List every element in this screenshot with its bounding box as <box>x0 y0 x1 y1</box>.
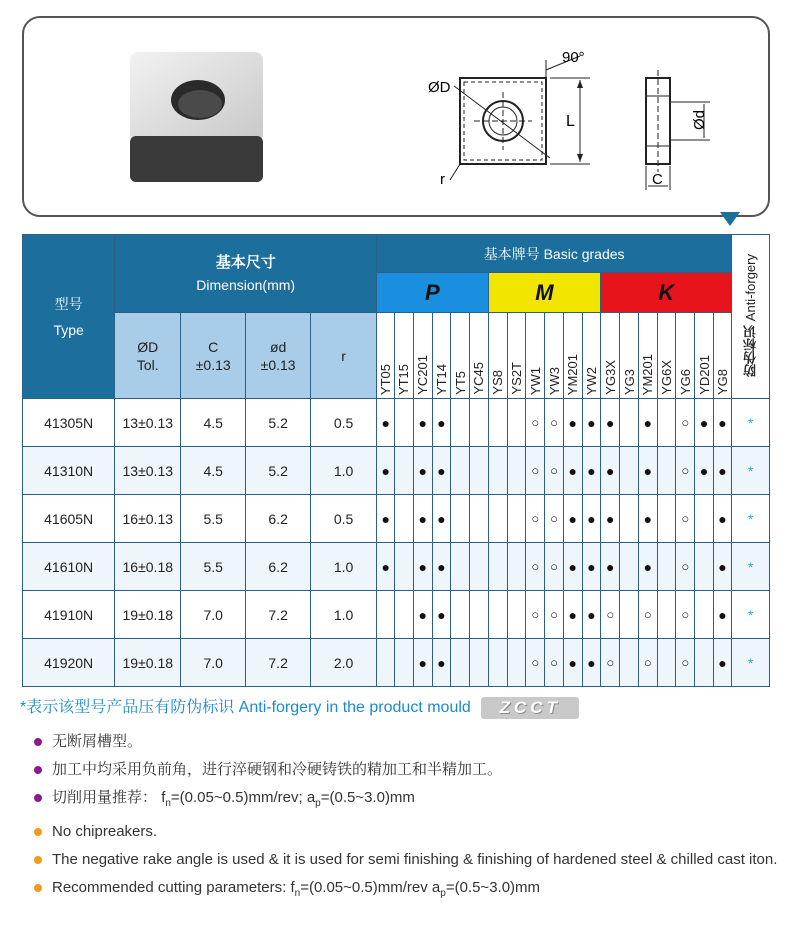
grade-label: YG3X <box>602 360 618 395</box>
table-row <box>23 495 770 543</box>
radius-cell: 1.0 <box>311 447 377 495</box>
note-item <box>34 874 779 908</box>
grade-mark: ● <box>695 447 713 495</box>
grade-mark <box>657 639 675 687</box>
grade-mark: ○ <box>545 543 563 591</box>
grade-header-4 <box>451 313 470 399</box>
grade-mark: ● <box>377 495 395 543</box>
grade-mark: ● <box>413 495 432 543</box>
grade-mark: ● <box>601 543 620 591</box>
grade-label: YC201 <box>415 355 431 395</box>
grade-mark: ● <box>582 447 600 495</box>
footnote-text: *表示该型号产品压有防伪标识 Anti-forgery in the product mould <box>20 699 471 716</box>
grade-mark <box>395 399 413 447</box>
grade-mark <box>451 639 470 687</box>
grade-mark: ○ <box>526 639 545 687</box>
grade-header-18 <box>713 313 731 399</box>
grade-mark <box>451 495 470 543</box>
grade-mark: ○ <box>526 591 545 639</box>
col-thickness-sub: ±0.13 <box>195 356 231 373</box>
feed-label: f <box>290 879 295 896</box>
bullet-icon <box>34 766 42 774</box>
dimension-header-cn: 基本尺寸 <box>215 253 276 271</box>
grade-label: YC45 <box>471 362 487 395</box>
note-item <box>34 846 779 874</box>
grade-header-9 <box>545 313 563 399</box>
grade-mark: ○ <box>545 639 563 687</box>
grade-header-0 <box>377 313 395 399</box>
grade-mark: ○ <box>545 399 563 447</box>
group-k-label: K <box>658 279 675 305</box>
depth-label: a <box>306 789 316 806</box>
grade-mark <box>451 543 470 591</box>
grade-mark: ● <box>713 399 731 447</box>
group-m-label: M <box>535 279 554 305</box>
pointer-triangle <box>720 212 740 226</box>
grade-label: YG3 <box>621 368 637 395</box>
thickness-cell: 4.5 <box>181 399 246 447</box>
feed-label: f <box>161 789 166 806</box>
grade-mark: ○ <box>545 495 563 543</box>
thickness-cell: 5.5 <box>181 495 246 543</box>
angle-label: 90° <box>562 49 585 66</box>
grade-mark: ○ <box>601 639 620 687</box>
type-cell: 41310N <box>23 447 115 495</box>
grade-header-12 <box>601 313 620 399</box>
grade-mark: ● <box>601 495 620 543</box>
hole-cell: 7.2 <box>246 591 311 639</box>
note-prefix: 切削用量推荐： <box>52 789 158 806</box>
antiforgery-mark: * <box>732 543 770 591</box>
grade-label: YT14 <box>433 363 449 395</box>
grade-mark: ● <box>377 543 395 591</box>
type-cell: 41920N <box>23 639 115 687</box>
antiforgery-header-en: Anti-forgery <box>743 253 759 321</box>
grade-mark <box>620 495 638 543</box>
grade-header-7 <box>507 313 525 399</box>
grade-mark <box>470 495 488 543</box>
grade-mark: ● <box>713 639 731 687</box>
grade-mark: ○ <box>638 639 657 687</box>
table-row <box>23 639 770 687</box>
note-text: 无断屑槽型。 <box>52 733 143 750</box>
grade-mark: ● <box>432 399 450 447</box>
grade-mark <box>470 591 488 639</box>
bullet-icon <box>34 884 42 892</box>
grade-mark <box>451 399 470 447</box>
grade-header-10 <box>563 313 582 399</box>
type-cell: 41910N <box>23 591 115 639</box>
grade-mark <box>395 543 413 591</box>
grade-mark: ○ <box>638 591 657 639</box>
grade-header-14 <box>638 313 657 399</box>
hole-cell: 6.2 <box>246 543 311 591</box>
insert-photo <box>130 52 263 182</box>
depth-sub: p <box>440 888 446 899</box>
grade-mark: ● <box>582 639 600 687</box>
antiforgery-mark: * <box>732 447 770 495</box>
diameter-cell: 16±0.13 <box>115 495 181 543</box>
bullet-icon <box>34 794 42 802</box>
grade-mark: ● <box>582 591 600 639</box>
grade-mark <box>657 399 675 447</box>
note-text: No chipreakers. <box>52 823 158 840</box>
length-label: L <box>566 113 575 130</box>
antiforgery-header <box>732 235 770 399</box>
grade-label: YW3 <box>546 366 562 395</box>
table-row <box>23 447 770 495</box>
grade-mark: ● <box>638 447 657 495</box>
diameter-cell: 19±0.18 <box>115 591 181 639</box>
type-header <box>23 235 115 399</box>
grade-mark: ● <box>638 399 657 447</box>
notes-list <box>34 728 779 908</box>
grade-mark: ● <box>413 399 432 447</box>
grade-mark <box>395 447 413 495</box>
feed-sub: n <box>165 798 171 809</box>
grade-label: YT5 <box>452 371 468 395</box>
grade-mark: ● <box>432 639 450 687</box>
diameter-cell: 19±0.18 <box>115 639 181 687</box>
grade-mark: ○ <box>601 591 620 639</box>
radius-cell: 2.0 <box>311 639 377 687</box>
grade-mark <box>395 639 413 687</box>
radius-cell: 0.5 <box>311 495 377 543</box>
grade-mark: ● <box>713 447 731 495</box>
grade-mark <box>620 543 638 591</box>
grade-mark: ● <box>563 399 582 447</box>
grade-mark <box>451 591 470 639</box>
group-p-label: P <box>425 279 440 305</box>
note-item <box>34 818 779 846</box>
grade-mark <box>657 447 675 495</box>
grade-label: YD201 <box>696 355 712 395</box>
diameter-cell: 13±0.13 <box>115 399 181 447</box>
grade-mark: ○ <box>545 447 563 495</box>
grade-mark <box>488 591 507 639</box>
bullet-icon <box>34 738 42 746</box>
grade-mark <box>470 399 488 447</box>
antiforgery-mark: * <box>732 399 770 447</box>
table-row <box>23 591 770 639</box>
grade-mark <box>488 543 507 591</box>
grade-mark <box>507 399 525 447</box>
grade-mark <box>695 495 713 543</box>
antiforgery-mark: * <box>732 495 770 543</box>
grade-mark <box>695 543 713 591</box>
grade-header-2 <box>413 313 432 399</box>
col-diameter-label: ØD <box>137 338 159 355</box>
grade-mark: ● <box>413 591 432 639</box>
diameter-cell: 16±0.18 <box>115 543 181 591</box>
hole-label: Ød <box>691 109 708 130</box>
grade-mark: ● <box>377 399 395 447</box>
antiforgery-header-cn: 防伪标识 <box>743 324 759 377</box>
grade-mark: ● <box>563 591 582 639</box>
grade-mark <box>395 495 413 543</box>
grade-mark: ○ <box>676 399 695 447</box>
grade-label: YW2 <box>584 366 600 395</box>
grade-mark: ● <box>601 399 620 447</box>
hole-cell: 7.2 <box>246 639 311 687</box>
col-radius-header: r <box>311 313 377 399</box>
grade-mark <box>695 591 713 639</box>
note-prefix: Recommended cutting parameters: <box>52 879 287 896</box>
grade-mark: ● <box>582 495 600 543</box>
grade-label: YT05 <box>378 363 394 395</box>
grade-mark <box>470 447 488 495</box>
grade-mark: ● <box>432 495 450 543</box>
grade-mark: ○ <box>676 639 695 687</box>
grade-mark <box>507 639 525 687</box>
grade-label: YW1 <box>527 366 543 395</box>
grade-mark: ○ <box>676 495 695 543</box>
grade-mark: ○ <box>526 543 545 591</box>
col-hole-header <box>246 313 311 399</box>
diameter-cell: 13±0.13 <box>115 447 181 495</box>
grade-mark: ● <box>713 543 731 591</box>
grade-header-17 <box>695 313 713 399</box>
grade-mark <box>695 639 713 687</box>
radius-cell: 1.0 <box>311 591 377 639</box>
type-header-cn: 型号 <box>54 295 83 312</box>
grade-mark: ● <box>432 591 450 639</box>
col-thickness-header <box>181 313 246 399</box>
grade-label: YM201 <box>565 353 581 395</box>
grade-mark <box>507 591 525 639</box>
grade-mark: ● <box>413 447 432 495</box>
grade-header-6 <box>488 313 507 399</box>
grade-mark <box>470 543 488 591</box>
specification-table <box>22 234 770 687</box>
grade-mark: ● <box>563 447 582 495</box>
grade-mark <box>507 543 525 591</box>
type-cell: 41605N <box>23 495 115 543</box>
col-diameter-header <box>115 313 181 399</box>
hole-cell: 5.2 <box>246 399 311 447</box>
grade-label: YG6X <box>659 360 675 395</box>
grade-label: YT15 <box>396 363 412 395</box>
grade-label: YG8 <box>714 368 730 395</box>
grade-mark: ● <box>695 399 713 447</box>
thickness-cell: 5.5 <box>181 543 246 591</box>
type-cell: 41610N <box>23 543 115 591</box>
grades-header: 基本牌号 Basic grades <box>377 235 732 273</box>
note-item <box>34 756 779 784</box>
grade-mark: ● <box>638 543 657 591</box>
grade-mark: ○ <box>676 591 695 639</box>
depth-sub: p <box>315 798 321 809</box>
grade-mark <box>470 639 488 687</box>
grade-mark <box>488 495 507 543</box>
grade-header-5 <box>470 313 488 399</box>
grade-mark: ● <box>413 639 432 687</box>
dimension-drawing <box>420 30 720 200</box>
grade-mark <box>395 591 413 639</box>
grade-header-3 <box>432 313 450 399</box>
depth-value: =(0.5~3.0)mm <box>445 879 541 896</box>
grade-header-15 <box>657 313 675 399</box>
note-item <box>34 784 779 818</box>
note-item <box>34 728 779 756</box>
grade-header-8 <box>526 313 545 399</box>
grade-mark <box>657 543 675 591</box>
radius-cell: 0.5 <box>311 399 377 447</box>
grade-mark: ● <box>713 495 731 543</box>
group-p <box>377 273 489 313</box>
type-header-en: Type <box>53 321 84 338</box>
grade-mark <box>507 447 525 495</box>
dimension-header-en: Dimension(mm) <box>196 276 296 293</box>
depth-label: a <box>431 879 441 896</box>
grade-mark: ● <box>432 543 450 591</box>
radius-label: r <box>440 171 445 188</box>
feed-sub: n <box>294 888 301 899</box>
feed-value: =(0.05~0.5)mm/rev; <box>170 789 303 806</box>
grade-mark <box>488 447 507 495</box>
dimension-header <box>115 235 377 313</box>
grade-mark: ● <box>713 591 731 639</box>
col-thickness-label: C <box>208 338 219 355</box>
hole-cell: 5.2 <box>246 447 311 495</box>
bullet-icon <box>34 828 42 836</box>
grade-mark: ○ <box>526 399 545 447</box>
grade-mark <box>657 495 675 543</box>
feed-value: =(0.05~0.5)mm/rev <box>300 879 428 896</box>
grade-label: YG6 <box>677 368 693 395</box>
grade-mark <box>620 399 638 447</box>
grade-label: YS2T <box>509 362 524 395</box>
grade-mark <box>620 591 638 639</box>
grade-mark: ● <box>563 543 582 591</box>
hole-cell: 6.2 <box>246 495 311 543</box>
brand-logo: ZCCT <box>481 697 579 719</box>
grade-mark <box>620 447 638 495</box>
table-row <box>23 399 770 447</box>
grade-header-13 <box>620 313 638 399</box>
note-text: The negative rake angle is used & it is used for semi finishing & finishing of hardened steel & chilled cast iton. <box>52 851 778 868</box>
type-cell: 41305N <box>23 399 115 447</box>
grade-mark <box>488 399 507 447</box>
col-diameter-sub: Tol. <box>136 356 159 373</box>
grade-mark: ● <box>413 543 432 591</box>
antiforgery-mark: * <box>732 591 770 639</box>
grade-label: YS8 <box>490 370 506 395</box>
grade-mark: ○ <box>526 495 545 543</box>
bullet-icon <box>34 856 42 864</box>
grade-mark: ○ <box>676 447 695 495</box>
group-m <box>488 273 601 313</box>
grade-mark <box>488 639 507 687</box>
diameter-label: ØD <box>428 79 451 96</box>
col-hole-label: ød <box>269 338 287 355</box>
col-hole-sub: ±0.13 <box>260 356 296 373</box>
grade-mark <box>451 447 470 495</box>
grade-label: YM201 <box>640 353 656 395</box>
grade-mark <box>620 639 638 687</box>
grade-mark: ● <box>601 447 620 495</box>
antiforgery-footnote <box>20 694 579 719</box>
grade-mark: ● <box>377 447 395 495</box>
thickness-cell: 7.0 <box>181 639 246 687</box>
thickness-cell: 4.5 <box>181 447 246 495</box>
grade-header-16 <box>676 313 695 399</box>
grade-mark: ○ <box>676 543 695 591</box>
group-k <box>601 273 732 313</box>
grade-mark: ○ <box>545 591 563 639</box>
depth-value: =(0.5~3.0)mm <box>320 789 415 806</box>
grade-mark <box>507 495 525 543</box>
grade-mark: ● <box>563 639 582 687</box>
antiforgery-mark: * <box>732 639 770 687</box>
grade-mark: ● <box>582 399 600 447</box>
grade-mark: ● <box>582 543 600 591</box>
thickness-cell: 7.0 <box>181 591 246 639</box>
grade-mark: ● <box>638 495 657 543</box>
grade-mark <box>377 639 395 687</box>
grade-header-11 <box>582 313 600 399</box>
grade-mark <box>377 591 395 639</box>
table-row <box>23 543 770 591</box>
thickness-label: C <box>652 171 663 188</box>
grade-mark: ● <box>563 495 582 543</box>
grade-mark: ● <box>432 447 450 495</box>
grade-mark <box>657 591 675 639</box>
radius-cell: 1.0 <box>311 543 377 591</box>
note-text: 加工中均采用负前角，进行淬硬钢和冷硬铸铁的精加工和半精加工。 <box>52 761 503 778</box>
grade-mark: ○ <box>526 447 545 495</box>
grade-header-1 <box>395 313 413 399</box>
